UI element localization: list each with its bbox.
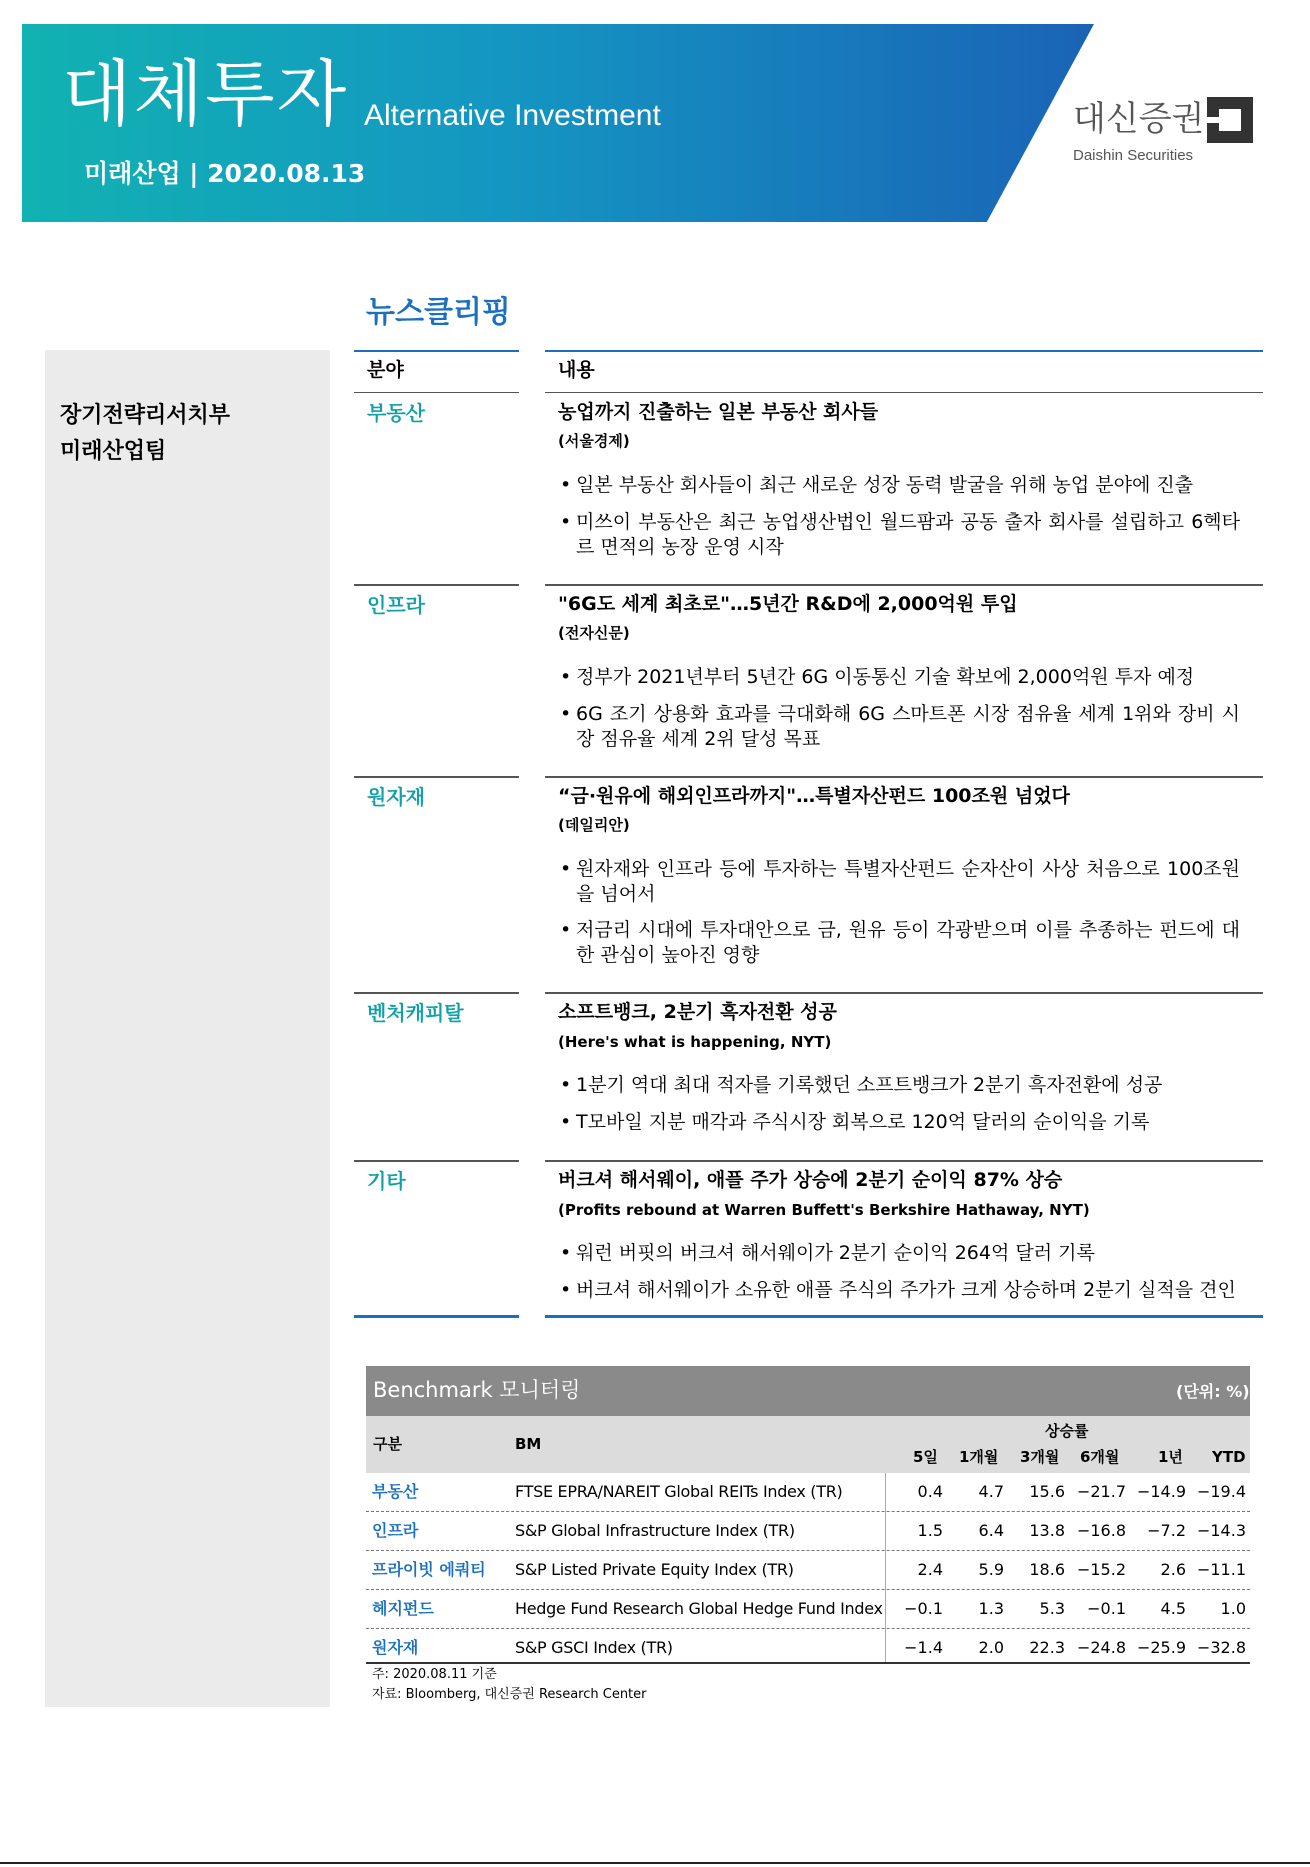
daishin-logo-icon xyxy=(1205,95,1255,145)
cell-value: −24.8 xyxy=(1076,1638,1126,1657)
col-header-period: 6개월 xyxy=(1080,1448,1120,1466)
benchmark-row xyxy=(366,1512,1250,1551)
news-bullet: • 저금리 시대에 투자대안으로 금, 원유 등이 각광받으며 이를 추종하는 펀드에 대한 관심이 높아진 영향 xyxy=(560,919,1240,966)
cell-value: 2.0 xyxy=(978,1638,1004,1657)
section-divider xyxy=(354,584,519,586)
cell-value: −11.1 xyxy=(1196,1560,1246,1579)
cell-value: 0.4 xyxy=(917,1482,943,1501)
column-header-content: 내용 xyxy=(558,359,595,381)
section-divider xyxy=(354,992,519,994)
row-bm: Hedge Fund Research Global Hedge Fund Index xyxy=(515,1599,883,1618)
header-divider-right xyxy=(545,392,1263,393)
benchmark-bottom-rule xyxy=(366,1662,1250,1664)
cell-value: 4.5 xyxy=(1160,1599,1186,1618)
cell-value: −14.3 xyxy=(1196,1521,1246,1540)
col-header-bm: BM xyxy=(515,1435,542,1453)
news-headline: “금·원유에 해외인프라까지"…특별자산펀드 100조원 넘었다 xyxy=(558,785,1070,807)
cell-value: 15.6 xyxy=(1029,1482,1065,1501)
cell-value: 1.0 xyxy=(1220,1599,1246,1618)
news-category: 벤처캐피탈 xyxy=(367,1001,464,1025)
cell-value: 13.8 xyxy=(1029,1521,1065,1540)
cell-value: −0.1 xyxy=(904,1599,943,1618)
news-bullet: • 정부가 2021년부터 5년간 6G 이동통신 기술 확보에 2,000억원 투자 예정 xyxy=(560,666,1195,688)
section-divider xyxy=(354,776,519,778)
section-divider xyxy=(545,1160,1263,1162)
row-bm: S&P Listed Private Equity Index (TR) xyxy=(515,1560,794,1579)
cell-value: −25.9 xyxy=(1136,1638,1186,1657)
report-title: 대체투자 xyxy=(62,52,349,136)
benchmark-row xyxy=(366,1473,1250,1512)
cell-value: −1.4 xyxy=(904,1638,943,1657)
news-bottom-rule-left xyxy=(354,1315,519,1318)
news-headline: 버크셔 해서웨이, 애플 주가 상승에 2분기 순이익 87% 상승 xyxy=(558,1169,1063,1191)
page-bottom-rule xyxy=(0,1862,1310,1864)
news-source: (데일리안) xyxy=(558,816,630,834)
benchmark-row xyxy=(366,1590,1250,1629)
cell-value: 22.3 xyxy=(1029,1638,1065,1657)
row-category: 인프라 xyxy=(372,1521,419,1540)
news-headline: 농업까지 진출하는 일본 부동산 회사들 xyxy=(558,401,879,423)
table-column-rule xyxy=(885,1473,886,1663)
news-source: (Here's what is happening, NYT) xyxy=(558,1033,832,1051)
header-divider-left xyxy=(354,392,519,393)
sidebar xyxy=(45,350,330,1707)
company-logo-en: Daishin Securities xyxy=(1073,147,1194,164)
news-bullet: • T모바일 지분 매각과 주식시장 회복으로 120억 달러의 순이익을 기록 xyxy=(560,1111,1150,1133)
col-header-return: 상승률 xyxy=(1045,1422,1089,1440)
news-bottom-rule-right xyxy=(545,1315,1263,1318)
column-header-category: 분야 xyxy=(367,359,404,381)
news-bullet: • 원자재와 인프라 등에 투자하는 특별자산펀드 순자산이 사상 처음으로 100조원을 넘어서 xyxy=(560,858,1240,905)
cell-value: −14.9 xyxy=(1136,1482,1186,1501)
cell-value: 2.6 xyxy=(1160,1560,1186,1579)
news-category: 기타 xyxy=(367,1169,406,1193)
cell-value: 1.3 xyxy=(978,1599,1004,1618)
benchmark-row xyxy=(366,1551,1250,1590)
news-bullet: • 6G 조기 상용화 효과를 극대화해 6G 스마트폰 시장 점유율 세계 1위와 장비 시장 점유율 세계 2위 달성 목표 xyxy=(560,703,1240,750)
cell-value: 5.9 xyxy=(978,1560,1004,1579)
cell-value: −7.2 xyxy=(1147,1521,1186,1540)
news-category: 인프라 xyxy=(367,593,425,617)
row-category: 부동산 xyxy=(372,1482,419,1501)
report-subtitle: Alternative Investment xyxy=(364,99,661,132)
cell-value: −32.8 xyxy=(1196,1638,1246,1657)
section-divider xyxy=(354,1160,519,1162)
news-headline: 소프트뱅크, 2분기 흑자전환 성공 xyxy=(558,1001,837,1023)
news-category: 원자재 xyxy=(367,785,425,809)
cell-value: 4.7 xyxy=(978,1482,1004,1501)
news-top-rule-left xyxy=(354,350,519,352)
table-source: 자료: Bloomberg, 대신증권 Research Center xyxy=(372,1687,647,1702)
cell-value: 6.4 xyxy=(978,1521,1004,1540)
news-bullet: • 버크셔 해서웨이가 소유한 애플 주식의 주가가 크게 상승하며 2분기 실적을 견인 xyxy=(560,1279,1236,1301)
cell-value: 5.3 xyxy=(1039,1599,1065,1618)
cell-value: −15.2 xyxy=(1076,1560,1126,1579)
row-bm: S&P Global Infrastructure Index (TR) xyxy=(515,1521,795,1540)
news-bullet: • 일본 부동산 회사들이 최근 새로운 성장 동력 발굴을 위해 농업 분야에 진출 xyxy=(560,474,1194,496)
benchmark-unit: (단위: %) xyxy=(1176,1382,1250,1401)
row-bm: FTSE EPRA/NAREIT Global REITs Index (TR) xyxy=(515,1482,843,1501)
row-category: 헤지펀드 xyxy=(372,1599,434,1618)
cell-value: −16.8 xyxy=(1076,1521,1126,1540)
col-header-period: 1년 xyxy=(1158,1448,1183,1466)
cell-value: −19.4 xyxy=(1196,1482,1246,1501)
team-name: 미래산업팀 xyxy=(60,439,167,464)
row-category: 원자재 xyxy=(372,1638,419,1657)
cell-value: 1.5 xyxy=(917,1521,943,1540)
department-name: 장기전략리서치부 xyxy=(60,403,231,428)
news-source: (전자신문) xyxy=(558,624,630,642)
news-source: (서울경제) xyxy=(558,432,630,450)
cell-value: 2.4 xyxy=(917,1560,943,1579)
col-header-period: YTD xyxy=(1212,1448,1246,1466)
col-header-period: 1개월 xyxy=(959,1448,999,1466)
col-header-period: 3개월 xyxy=(1020,1448,1060,1466)
news-bullet: • 워런 버핏의 버크셔 해서웨이가 2분기 순이익 264억 달러 기록 xyxy=(560,1242,1095,1264)
cell-value: 18.6 xyxy=(1029,1560,1065,1579)
news-headline: "6G도 세계 최초로"…5년간 R&D에 2,000억원 투입 xyxy=(558,593,1018,615)
news-source: (Profits rebound at Warren Buffett's Berkshire Hathaway, NYT) xyxy=(558,1201,1090,1219)
table-note: 주: 2020.08.11 기준 xyxy=(372,1667,497,1682)
news-section-title: 뉴스클리핑 xyxy=(366,295,511,330)
row-bm: S&P GSCI Index (TR) xyxy=(515,1638,673,1657)
news-bullet: • 미쓰이 부동산은 최근 농업생산법인 월드팜과 공동 출자 회사를 설립하고 6헥타르 면적의 농장 운영 시작 xyxy=(560,511,1240,558)
company-logo-text: 대신증권 xyxy=(1073,99,1205,139)
cell-value: −0.1 xyxy=(1087,1599,1126,1618)
news-top-rule-right xyxy=(545,350,1263,352)
report-date: 미래산업 | 2020.08.13 xyxy=(84,159,366,188)
news-category: 부동산 xyxy=(367,401,425,425)
news-bullet: • 1분기 역대 최대 적자를 기록했던 소프트뱅크가 2분기 흑자전환에 성공 xyxy=(560,1074,1163,1096)
col-header-period: 5일 xyxy=(913,1448,938,1466)
section-divider xyxy=(545,992,1263,994)
section-divider xyxy=(545,584,1263,586)
benchmark-title: Benchmark 모니터링 xyxy=(373,1378,581,1402)
row-category: 프라이빗 에쿼티 xyxy=(372,1560,486,1579)
cell-value: −21.7 xyxy=(1076,1482,1126,1501)
sidebar-team xyxy=(60,398,230,470)
col-header-category: 구분 xyxy=(373,1435,402,1453)
section-divider xyxy=(545,776,1263,778)
